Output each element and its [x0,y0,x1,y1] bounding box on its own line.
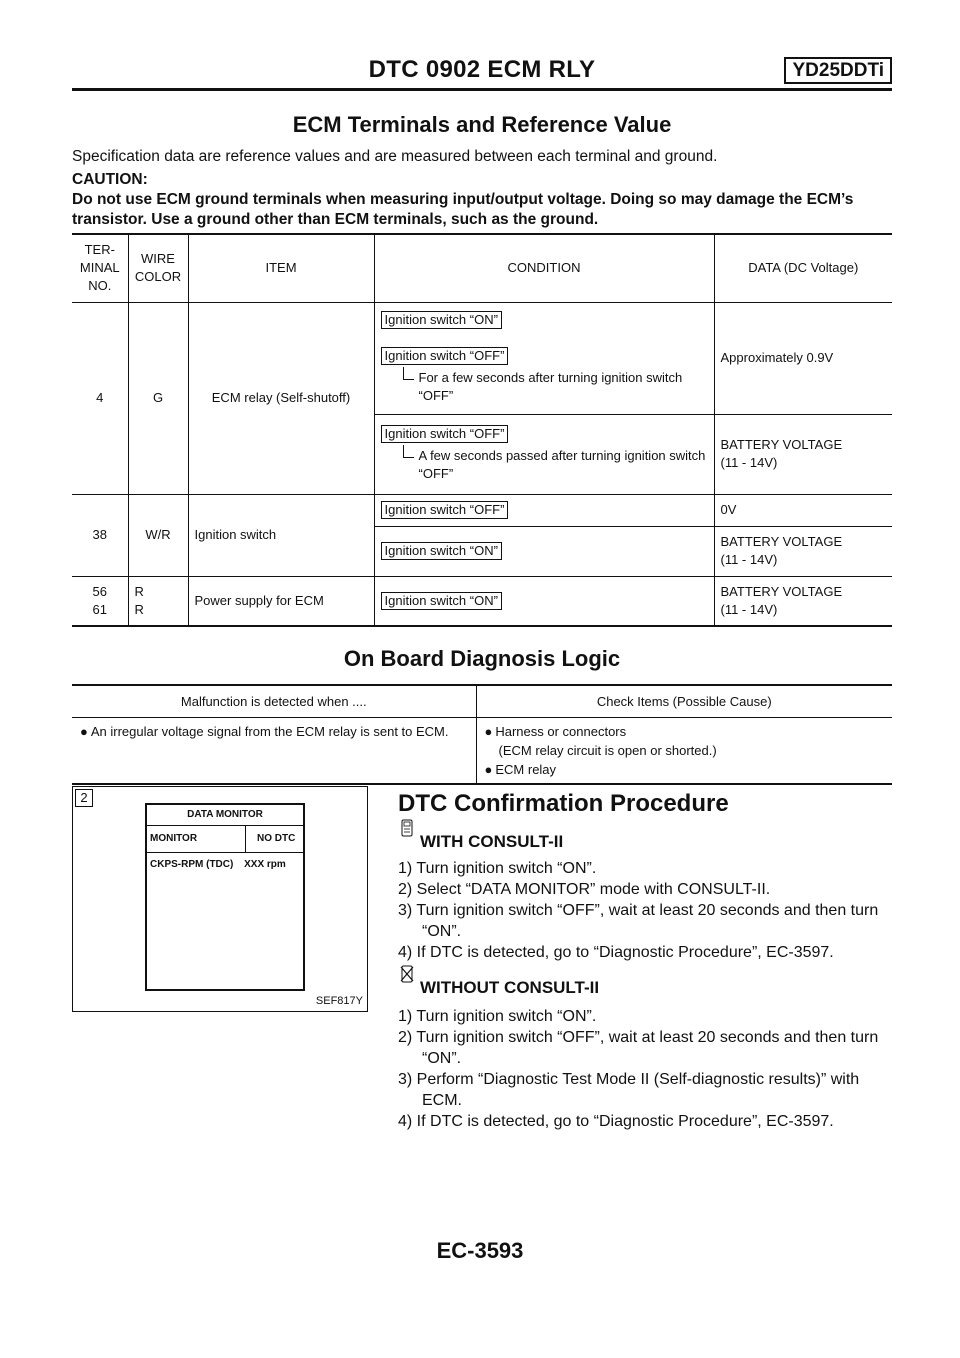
condition-box: Ignition switch “OFF” [381,501,509,519]
condition-cell [374,414,714,494]
header-check-items: Check Items (Possible Cause) [476,685,892,718]
consult-screen-figure [72,786,368,1012]
page-number: EC-3593 [436,1238,524,1263]
section-title-obd-logic: On Board Diagnosis Logic [343,646,621,671]
data-value: Approximately 0.9V [714,302,892,414]
diagnosis-logic-table [72,684,892,785]
terminal-number: 38 [72,494,128,576]
data-value: BATTERY VOLTAGE (11 - 14V) [714,526,892,576]
terminal-number: 56 61 [72,576,128,626]
bullet-icon: ● [484,724,493,739]
condition-box: Ignition switch “ON” [381,542,502,560]
wire-color: W/R [128,494,188,576]
condition-cell [374,302,714,414]
list-item: 1) Turn ignition switch “ON”. [398,1008,597,1025]
screen-col-monitor: MONITOR [150,833,198,844]
bullet-icon: ● [484,762,493,777]
list-item: 2) Turn ignition switch “OFF”, wait at least 20 seconds and then turn “ON”. [398,1029,879,1067]
condition-detail: A few seconds passed after turning ignition switch “OFF” [403,447,708,483]
figure-code: SEF817Y [315,995,363,1007]
condition-cell [374,576,714,626]
header-condition: CONDITION [374,234,714,302]
screen-row: CKPS-RPM (TDC) XXX rpm [150,859,286,870]
header-detected-when: Malfunction is detected when .... [72,685,476,718]
table-row [72,494,892,526]
screen-col-nodtc: NO DTC [257,833,296,844]
item-name: Power supply for ECM [188,576,374,626]
condition-box: Ignition switch “ON” [381,592,502,610]
item-name: Ignition switch [188,494,374,576]
wire-color: G [128,302,188,494]
list-item: 4) If DTC is detected, go to “Diagnostic Procedure”, EC-3597. [398,1113,834,1130]
condition-box: Ignition switch “OFF” [381,347,509,365]
list-item: 3) Turn ignition switch “OFF”, wait at least 20 seconds and then turn “ON”. [398,902,879,940]
section-title-ecm-terminals: ECM Terminals and Reference Value [292,112,672,137]
condition-box: Ignition switch “ON” [381,311,502,329]
table-row [72,576,892,626]
section-title-dtc-confirmation: DTC Confirmation Procedure [398,790,729,817]
list-item: 3) Perform “Diagnostic Test Mode II (Self-diagnostic results)” with ECM. [398,1071,860,1109]
consult-tool-icon [398,818,418,848]
ecm-terminal-table [72,233,892,627]
header-title: DTC 0902 ECM RLY [368,56,596,83]
with-consult-steps [398,858,892,963]
list-item: 1) Turn ignition switch “ON”. [398,860,597,877]
without-consult-heading: WITHOUT CONSULT-II [398,978,599,998]
engine-badge: YD25DDTi [784,57,892,84]
condition-detail: For a few seconds after turning ignition switch “OFF” [403,369,708,405]
table-row [72,718,892,785]
data-monitor-screen [145,803,305,991]
data-value: 0V [714,494,892,526]
condition-box: Ignition switch “OFF” [381,425,509,443]
list-item: 4) If DTC is detected, go to “Diagnostic Procedure”, EC-3597. [398,944,834,961]
table-row [72,302,892,414]
header-data: DATA (DC Voltage) [714,234,892,302]
caution-label: CAUTION: [72,171,148,188]
header-terminal: TER- MINAL NO. [72,234,128,302]
no-consult-tool-icon [398,964,418,994]
caution-text: Do not use ECM ground terminals when measuring input/output voltage. Doing so may damage the ECM’s transistor. Use a ground other than ECM terminals, such as the ground. [72,191,854,228]
with-consult-heading: WITH CONSULT-II [398,832,563,852]
screen-title: DATA MONITOR [147,805,303,826]
item-name: ECM relay (Self-shutoff) [188,302,374,494]
intro-text: Specification data are reference values and are measured between each terminal and ground. [72,148,718,165]
condition-cell [374,494,714,526]
possible-causes: ● Harness or connectors (ECM relay circuit is open or shorted.) ● ECM relay [476,718,892,785]
bullet-icon: ● [80,724,88,739]
detection-condition: ● An irregular voltage signal from the ECM relay is sent to ECM. [72,718,476,785]
table-header-row [72,685,892,718]
data-value: BATTERY VOLTAGE (11 - 14V) [714,414,892,494]
header-wire-color: WIRE COLOR [128,234,188,302]
condition-cell [374,526,714,576]
wire-color: R R [128,576,188,626]
terminal-number: 4 [72,302,128,494]
page-header [72,54,892,91]
table-header-row [72,234,892,302]
header-item: ITEM [188,234,374,302]
screen-columns [147,826,303,853]
list-item: 2) Select “DATA MONITOR” mode with CONSULT-II. [398,881,771,898]
figure-number: 2 [75,789,93,807]
data-value: BATTERY VOLTAGE (11 - 14V) [714,576,892,626]
without-consult-steps [398,1006,892,1132]
